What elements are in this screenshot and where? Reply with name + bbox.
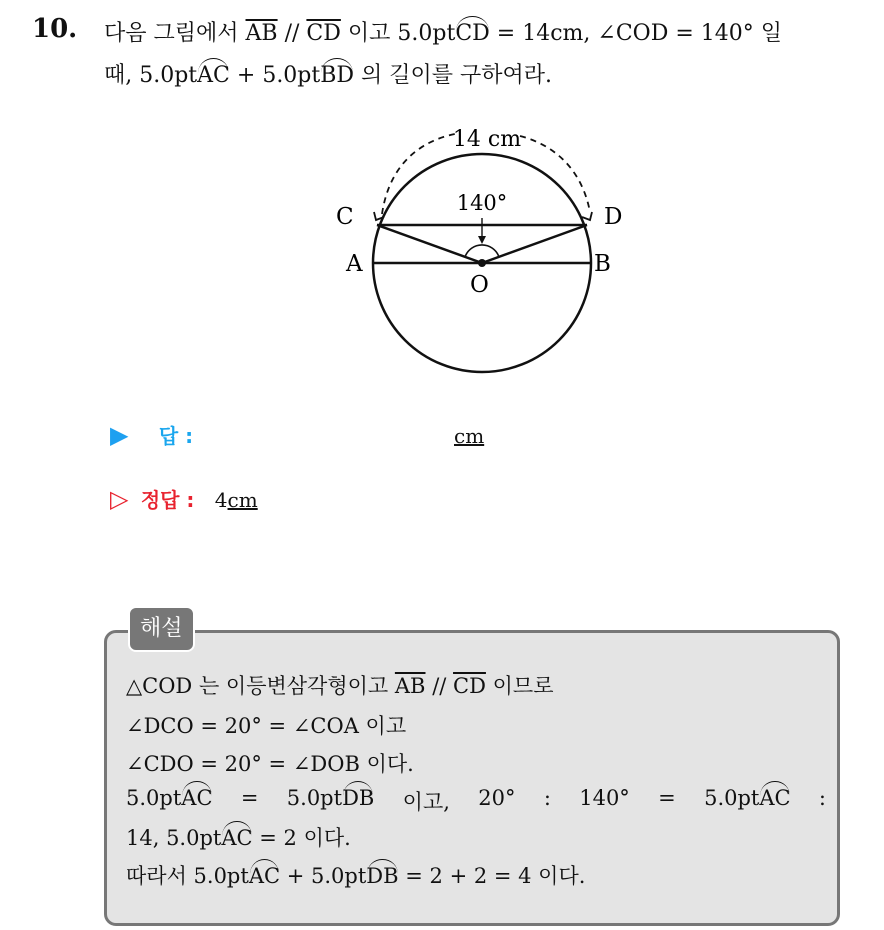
question-line-2: 때, 5.0ptAC + 5.0ptBD 의 길이를 구하여라. [104,63,553,88]
solution-line-6: 따라서 5.0ptAC + 5.0ptDB = 2 + 2 = 4 이다. [126,864,586,888]
solution-line-4: 5.0ptAC = 5.0ptDB 이고, 20° : 140° = 5.0ptAC : [126,786,826,814]
angle-label: 140° [456,191,508,215]
question-number: 10. [32,14,78,44]
angle-pointer-head [478,236,486,244]
outline-triangle-icon: ▷ [110,485,129,513]
solution-tag: 해설 [128,606,195,652]
correct-answer-row [110,484,258,513]
solution-line-2: ∠DCO = 20° = ∠COA 이고 [126,714,407,738]
question-line-1: 다음 그림에서 $\overline{AB} // \overline{CD}$ 이고 5.0ptCD = 14cm, ∠COD = 140° 일 [104,21,782,46]
point-o-label: O [470,272,489,298]
point-a-label: A [346,251,363,277]
answer-row [110,420,193,449]
circle-figure [330,120,650,410]
correct-value: 4 [214,488,228,512]
point-d-label: D [604,204,623,230]
point-b-label: B [594,251,611,277]
play-triangle-icon: ▶ [110,421,129,449]
arc-cd: CD [455,21,490,46]
dashed-arc-right [520,136,590,212]
solution-line-5: 14, 5.0ptAC = 2 이다. [126,826,351,850]
radius-od [482,225,587,263]
arc-ac: AC [197,63,230,88]
arrowhead-d [582,212,592,220]
radius-oc [377,225,482,263]
correct-unit: cm [227,488,258,512]
point-c-label: C [336,204,354,230]
answer-label: 답 : [158,424,194,448]
segment-ab: $\overline{AB}$ [245,21,278,46]
arc-length-label: 14 cm [452,127,522,152]
angle-mark [465,245,499,257]
solution-line-1: △COD 는 이등변삼각형이고 $\overline{AB} // \overline{CD}$ 이므로 [126,674,554,698]
answer-input[interactable]: cm [454,424,485,448]
arc-bd: BD [320,63,355,88]
solution-line-3: ∠CDO = 20° = ∠DOB 이다. [126,752,414,776]
correct-label: 정답 : [140,488,195,512]
segment-cd: $\overline{CD}$ [306,21,341,46]
center-point [478,259,486,267]
